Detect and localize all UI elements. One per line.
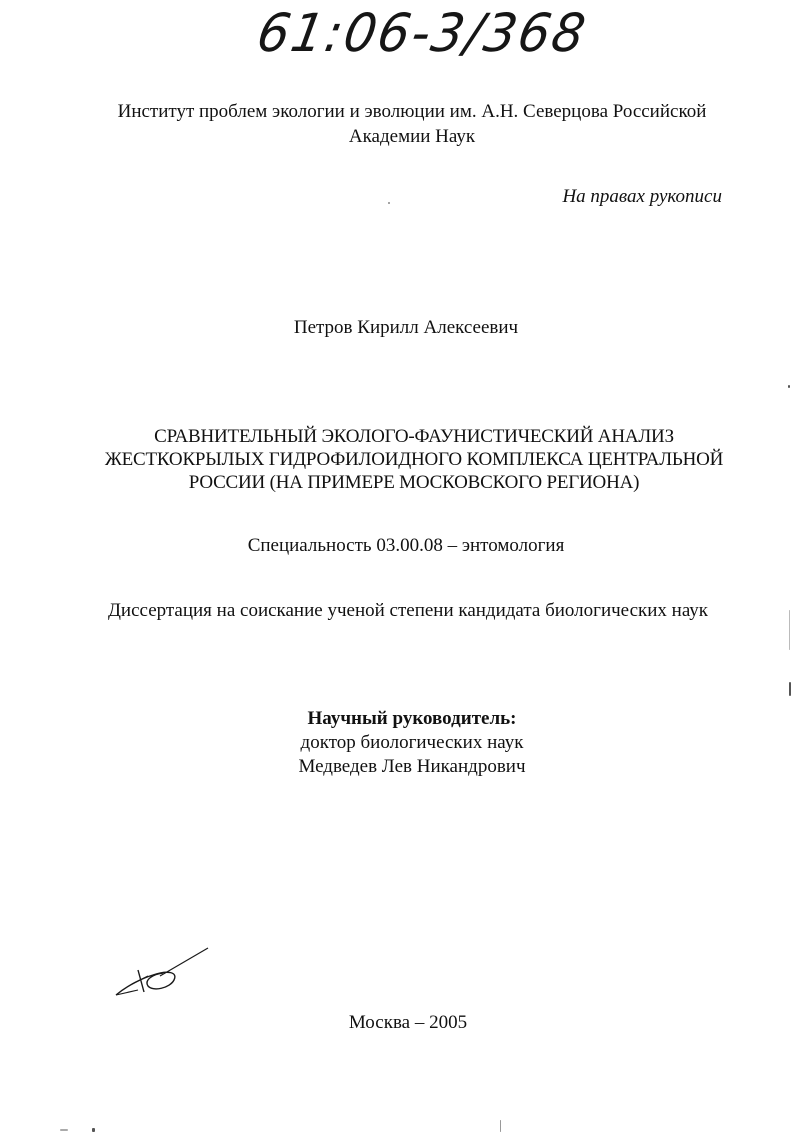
scan-speck (60, 1129, 68, 1131)
scan-speck (788, 385, 790, 388)
scan-speck (92, 1128, 95, 1132)
specialty: Специальность 03.00.08 – энтомология (247, 535, 565, 556)
scan-speck (500, 1120, 501, 1132)
institute-line-2: Академии Наук (348, 126, 476, 147)
author-name: Петров Кирилл Алексеевич (293, 317, 519, 338)
title-line-2: ЖЕСТКОКРЫЛЫХ ГИДРОФИЛОИДНОГО КОМПЛЕКСА ЦЕНТРАЛЬНОЙ (104, 449, 724, 470)
scan-speck (789, 610, 790, 650)
scan-speck (388, 202, 390, 204)
dissertation-title (16, 425, 796, 494)
handwritten-archive-code: 61:06-3/368 (252, 2, 592, 64)
title-line-1: СРАВНИТЕЛЬНЫЙ ЭКОЛОГО-ФАУНИСТИЧЕСКИЙ АНАЛИЗ (154, 426, 674, 447)
scan-speck (789, 682, 791, 696)
title-line-3: РОССИИ (НА ПРИМЕРЕ МОСКОВСКОГО РЕГИОНА) (188, 472, 640, 493)
rights-notice: На правах рукописи (562, 186, 722, 207)
city-year: Москва – 2005 (348, 1012, 468, 1033)
supervisor-title: доктор биологических наук (300, 732, 524, 753)
institute-line-1: Институт проблем экологии и эволюции им. А.Н. Северцова Российской (117, 101, 707, 122)
supervisor-name: Медведев Лев Никандрович (298, 756, 526, 777)
supervisor-block (14, 707, 796, 779)
institute-name (14, 99, 796, 149)
degree-statement: Диссертация на соискание ученой степени кандидата биологических наук (107, 600, 709, 621)
supervisor-label: Научный руководитель: (307, 708, 517, 729)
signature-icon (108, 940, 218, 1000)
